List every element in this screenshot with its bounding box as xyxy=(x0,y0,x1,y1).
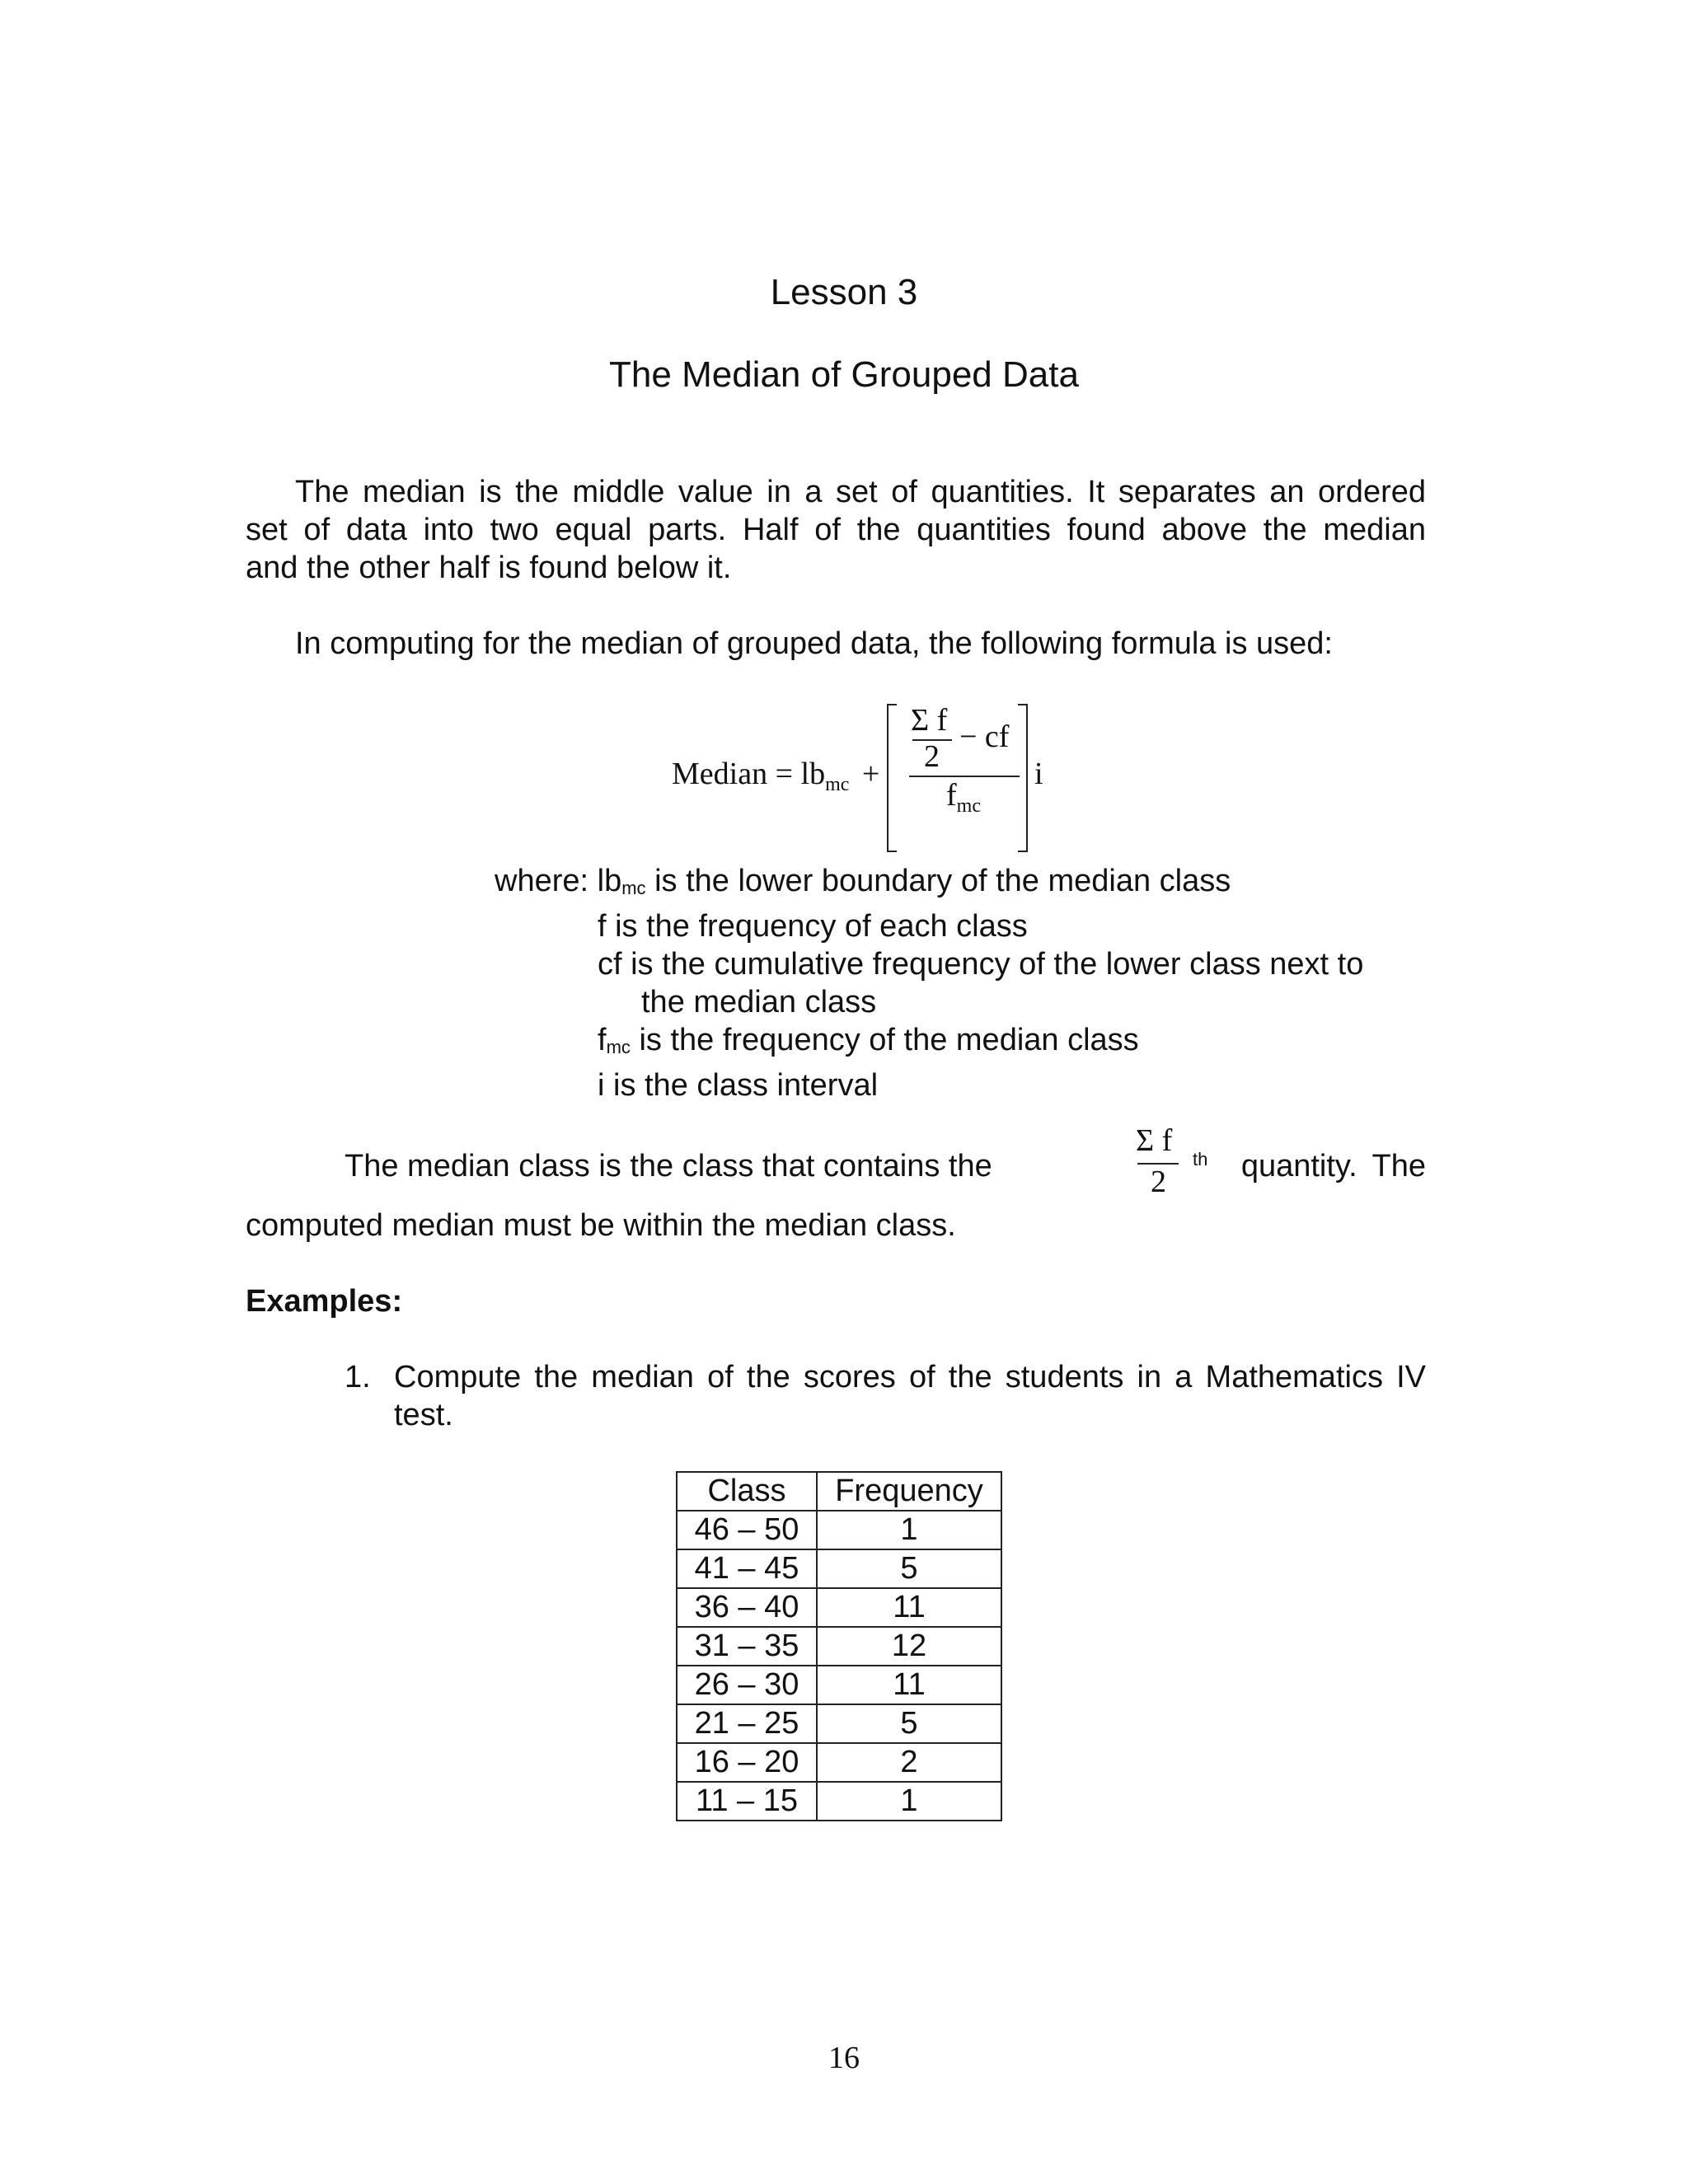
table-row xyxy=(677,1627,1001,1666)
table-row xyxy=(677,1588,1001,1627)
table-row xyxy=(677,1666,1001,1704)
median-class-two: 2 xyxy=(1151,1165,1166,1199)
table-header-frequency: Frequency xyxy=(817,1472,1001,1511)
where-line-cf-cont: the median class xyxy=(641,985,877,1019)
formula-lhs-text: Median = lb xyxy=(672,757,826,791)
where-lb-text: is the lower boundary of the median class xyxy=(645,864,1231,898)
table-cell-frequency: 5 xyxy=(817,1549,1001,1588)
formula-intro: In computing for the median of grouped data, the following formula is used: xyxy=(295,626,1333,661)
table-header-row xyxy=(677,1472,1001,1511)
example-line-1: Compute the median of the scores of the students in a Mathematics IV xyxy=(394,1360,1426,1394)
table-cell-frequency: 11 xyxy=(817,1666,1001,1704)
table-cell-frequency: 5 xyxy=(817,1704,1001,1743)
table-cell-frequency: 2 xyxy=(817,1743,1001,1782)
formula-denominator xyxy=(946,777,981,818)
median-class-th: th xyxy=(1193,1149,1208,1169)
median-class-sigma-f: Σ f xyxy=(1136,1123,1173,1158)
where-line-f: f is the frequency of each class xyxy=(598,909,1028,944)
where-lb: lb xyxy=(597,864,622,898)
median-class-line1b: quantity. The xyxy=(1240,1149,1426,1183)
table-cell-class: 16 – 20 xyxy=(677,1743,817,1782)
example-line-2: test. xyxy=(394,1398,453,1432)
intro-line-3: and the other half is found below it. xyxy=(246,551,732,585)
table-row xyxy=(677,1782,1001,1821)
table-cell-class: 26 – 30 xyxy=(677,1666,817,1704)
table-cell-class: 11 – 15 xyxy=(677,1782,817,1821)
median-class-fraction xyxy=(1136,1122,1185,1213)
example-text xyxy=(394,1358,1426,1434)
table-header-class: Class xyxy=(677,1472,817,1511)
formula-i: i xyxy=(1034,757,1043,791)
table-cell-frequency: 11 xyxy=(817,1588,1001,1627)
where-fmc-sub: mc xyxy=(606,1037,631,1057)
table-row xyxy=(677,1511,1001,1549)
intro-line-2: set of data into two equal parts. Half of the quantities found above the median xyxy=(246,513,1426,547)
table-cell-frequency: 12 xyxy=(817,1627,1001,1666)
table-row xyxy=(677,1704,1001,1743)
example-number: 1. xyxy=(345,1360,371,1394)
where-label: where: xyxy=(495,864,589,898)
page-number: 16 xyxy=(828,2041,860,2075)
table-cell-class: 21 – 25 xyxy=(677,1704,817,1743)
where-line-cf: cf is the cumulative frequency of the lower class next to xyxy=(598,947,1364,982)
page-title: The Median of Grouped Data xyxy=(609,354,1079,395)
table-cell-class: 36 – 40 xyxy=(677,1588,817,1627)
table-cell-class: 41 – 45 xyxy=(677,1549,817,1588)
formula-two: 2 xyxy=(924,739,940,774)
formula-f-sub: mc xyxy=(956,795,981,817)
table-row xyxy=(677,1549,1001,1588)
where-fmc: f xyxy=(598,1023,607,1057)
formula-f: f xyxy=(946,778,957,813)
median-class-line2: computed median must be within the median class. xyxy=(246,1208,956,1243)
intro-line-1: The median is the middle value in a set of quantities. It separates an ordered xyxy=(295,475,1426,509)
median-formula xyxy=(672,701,1067,857)
where-fmc-text: is the frequency of the median class xyxy=(630,1023,1139,1057)
table-cell-class: 31 – 35 xyxy=(677,1627,817,1666)
table-cell-class: 46 – 50 xyxy=(677,1511,817,1549)
table-cell-frequency: 1 xyxy=(817,1511,1001,1549)
lesson-label: Lesson 3 xyxy=(770,272,918,312)
where-line-fmc xyxy=(495,1021,1484,1066)
table-row xyxy=(677,1743,1001,1782)
where-list xyxy=(495,862,1484,1104)
formula-plus: + xyxy=(861,757,880,791)
table-cell-frequency: 1 xyxy=(817,1782,1001,1821)
frequency-table xyxy=(676,1471,1002,1821)
formula-minus-cf: − cf xyxy=(959,719,1010,754)
formula-sigma-f: Σ f xyxy=(911,703,948,738)
intro-paragraph xyxy=(246,473,1426,587)
where-lb-sub: mc xyxy=(621,878,646,898)
median-class-line1a: The median class is the class that contains the xyxy=(345,1149,992,1183)
formula-lhs-sub: mc xyxy=(825,774,850,795)
examples-heading: Examples: xyxy=(246,1284,403,1319)
where-line-i: i is the class interval xyxy=(598,1068,879,1103)
where-line-lb xyxy=(495,862,1484,907)
